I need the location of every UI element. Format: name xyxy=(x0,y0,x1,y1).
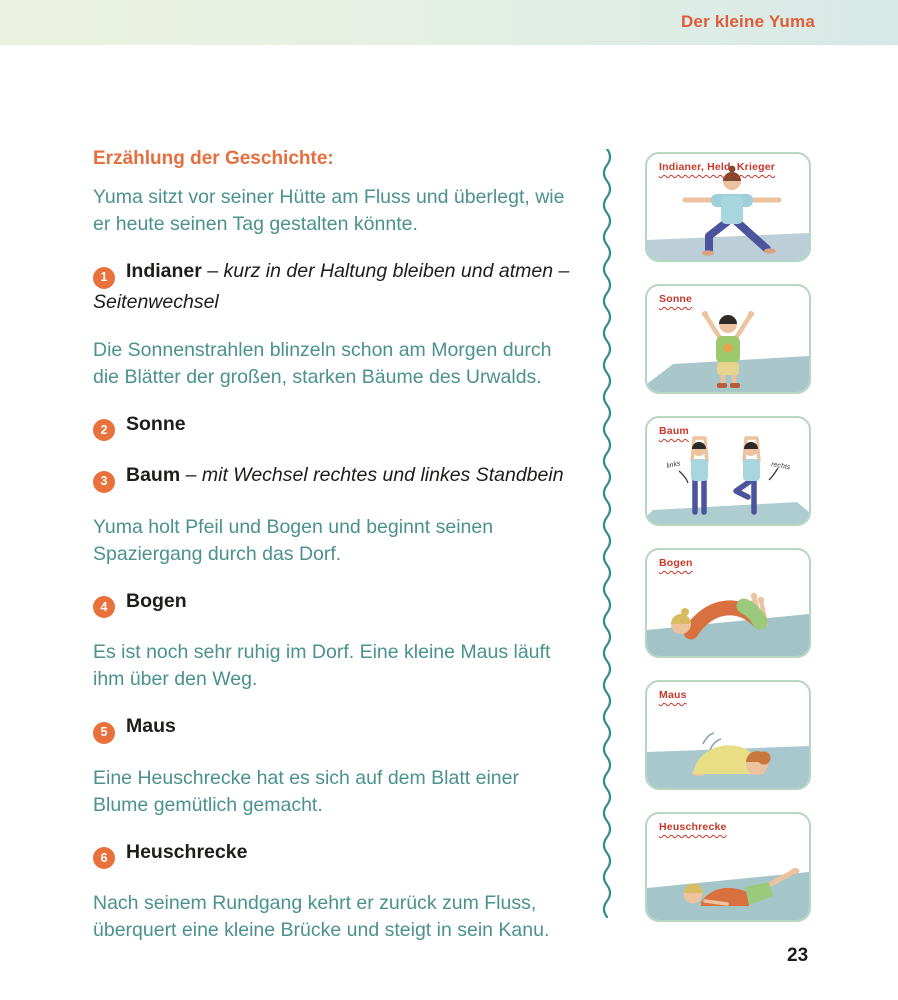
story-paragraph: Yuma holt Pfeil und Bogen und beginnt seinen Spaziergang durch das Dorf. xyxy=(93,515,494,565)
step-number-badge: 4 xyxy=(93,596,115,618)
pose-card-bogen xyxy=(645,548,811,658)
pose-item-indianer xyxy=(93,258,575,316)
story-text-column xyxy=(93,148,575,964)
pose-card-sonne xyxy=(645,284,811,394)
running-head-title: Der kleine Yuma xyxy=(680,12,815,31)
tree-annotation-left: links xyxy=(665,460,682,470)
story-paragraph: Die Sonnenstrahlen blinzeln schon am Morgen durch die Blätter der großen, starken Bäume des Urwalds. xyxy=(93,338,552,388)
card-label: Maus xyxy=(659,689,687,701)
pose-item-sonne xyxy=(93,411,575,442)
story-paragraph: Eine Heuschrecke hat es sich auf dem Blatt einer Blume gemütlich gemacht. xyxy=(93,766,519,816)
pose-name: Maus xyxy=(126,715,176,737)
page-header-band xyxy=(0,0,898,45)
story-paragraph: Yuma sitzt vor seiner Hütte am Fluss und überlegt, wie er heute seinen Tag gestalten könnte. xyxy=(93,186,565,235)
card-label: Bogen xyxy=(659,557,693,569)
tree-annotation-right: rechts xyxy=(770,461,791,472)
section-heading: Erzählung der Geschichte: xyxy=(93,148,334,169)
card-label: Baum xyxy=(659,425,689,437)
card-label: Indianer, Held, Krieger xyxy=(659,161,776,173)
pose-name: Bogen xyxy=(126,589,187,612)
story-paragraph: Nach seinem Rundgang kehrt er zurück zum Fluss, überquert eine kleine Brücke und steigt in sein Kanu. xyxy=(93,892,550,941)
pose-name: Heuschrecke xyxy=(126,840,248,863)
step-number-badge: 6 xyxy=(93,847,115,869)
pose-card-maus xyxy=(645,680,811,790)
pose-item-maus xyxy=(93,713,575,744)
pose-instruction: mit Wechsel rechtes und linkes Standbein xyxy=(201,464,564,486)
step-number-badge: 2 xyxy=(93,419,115,441)
pose-card-indianer xyxy=(645,152,811,262)
pose-item-baum xyxy=(93,462,575,493)
story-paragraph: Es ist noch sehr ruhig im Dorf. Eine kleine Maus läuft ihm über den Weg. xyxy=(93,641,551,690)
pose-name: Sonne xyxy=(126,412,186,435)
card-label: Heuschrecke xyxy=(659,821,727,833)
pose-instruction: kurz in der Haltung bleiben und atmen – Seitenwechsel xyxy=(93,260,570,313)
page-number: 23 xyxy=(787,945,809,966)
wavy-divider xyxy=(599,149,615,930)
step-number-badge: 1 xyxy=(93,267,115,289)
card-label: Sonne xyxy=(659,293,693,305)
pose-card-column xyxy=(645,152,811,944)
pose-card-baum xyxy=(645,416,811,526)
pose-item-heuschrecke xyxy=(93,839,575,870)
dash-separator: – xyxy=(201,260,224,282)
pose-name: Indianer xyxy=(126,260,202,282)
dash-separator: – xyxy=(180,464,202,486)
step-number-badge: 5 xyxy=(93,722,115,744)
step-number-badge: 3 xyxy=(93,471,115,493)
pose-item-bogen xyxy=(93,588,575,619)
pose-name: Baum xyxy=(126,464,181,486)
pose-card-heuschrecke xyxy=(645,812,811,922)
